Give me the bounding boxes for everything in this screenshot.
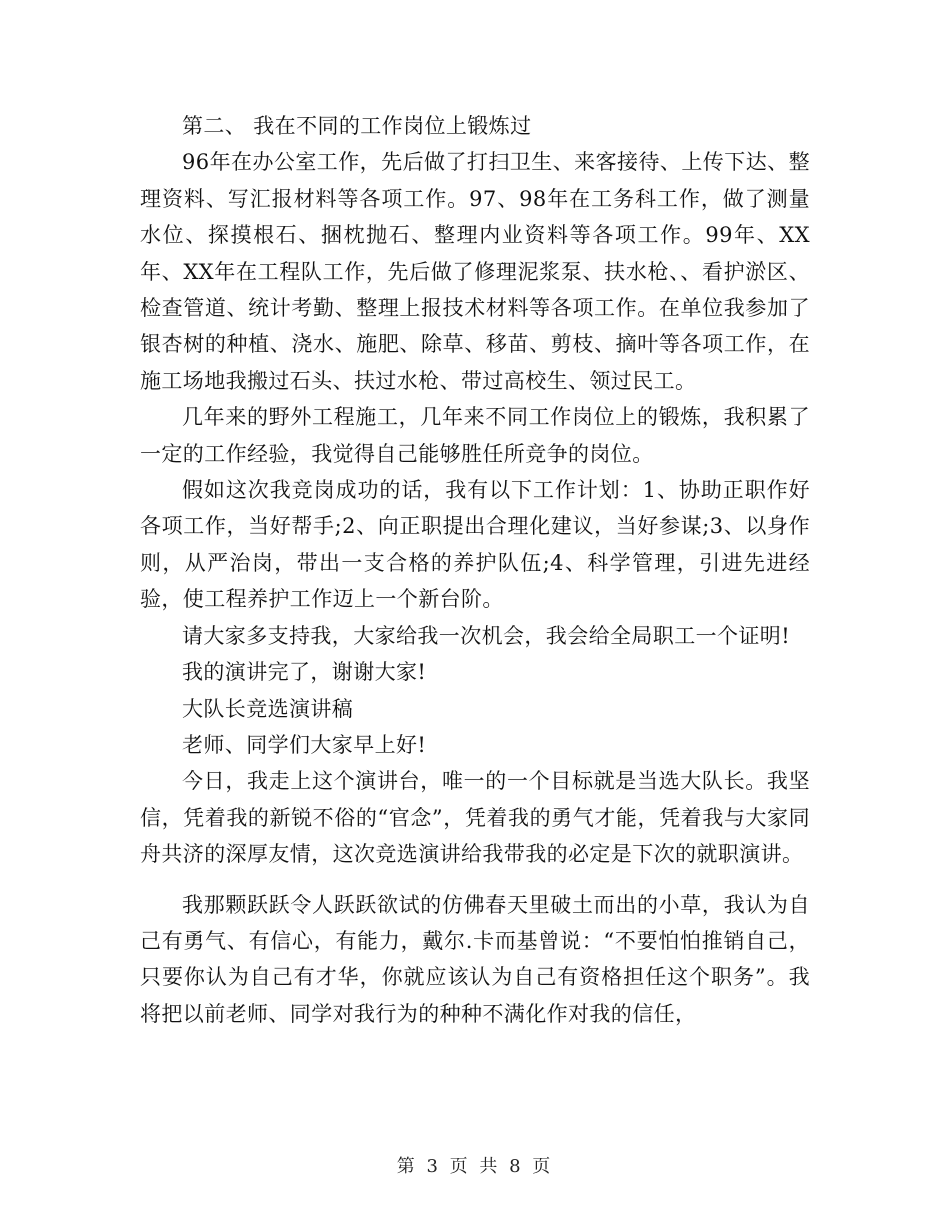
paragraph-closing: 我的演讲完了，谢谢大家! [182, 660, 427, 685]
paragraph-spacer [140, 873, 810, 887]
page-number-footer: 第 3 页 共 8 页 [396, 1156, 554, 1177]
paragraph-work-history: 96年在办公室工作，先后做了打扫卫生、来客接待、上传下达、整理资料、写汇报材料等各项工作。97、98年在工务科工作，做了测量水位、探摸根石、捆枕抛石、整理内业资料等各项工作。99年、XX年、XX年在工程队工作，先后做了修理泥浆泵、扶水枪、、看护淤区、检查管道、统计考勤、整理上报技术材料等各项工作。在单位我参加了银杏树的种植、浇水、施肥、除草、移苗、剪枝、摘叶等各项工作，在施工场地我搬过石头、扶过水枪、带过高校生、领过民工。 [140, 150, 810, 393]
paragraph-confidence: 我那颗跃跃令人跃跃欲试的仿佛春天里破土而出的小草，我认为自己有勇气、有信心，有能力，戴尔.卡而基曾说：“不要怕怕推销自己，只要你认为自己有才华，你就应该认为自己有资格担任这个职务”。我将把以前老师、同学对我行为的种种不满化作对我的信任， [140, 892, 810, 1026]
speech-greeting: 老师、同学们大家早上好! [182, 732, 427, 757]
paragraph-today: 今日，我走上这个演讲台，唯一的一个目标就是当选大队长。我坚信，凭着我的新锐不俗的“官念”，凭着我的勇气才能，凭着我与大家同舟共济的深厚友情，这次竞选演讲给我带我的必定是下次的就职演讲。 [140, 769, 810, 867]
document-body [140, 108, 810, 1032]
paragraph-appeal: 请大家多支持我，大家给我一次机会，我会给全局职工一个证明! [182, 623, 791, 648]
section-heading: 第二、 我在不同的工作岗位上锻炼过 [182, 114, 532, 138]
paragraph-experience: 几年来的野外工程施工，几年来不同工作岗位上的锻炼，我积累了一定的工作经验，我觉得自己能够胜任所竞争的岗位。 [140, 405, 810, 466]
paragraph-work-plan: 假如这次我竞岗成功的话，我有以下工作计划：1、协助正职作好各项工作，当好帮手;2、向正职提出合理化建议，当好参谋;3、以身作则，从严治岗，带出一支合格的养护队伍;4、科学管理，引进先进经验，使工程养护工作迈上一个新台阶。 [140, 478, 810, 612]
speech-title: 大队长竞选演讲稿 [182, 696, 354, 721]
